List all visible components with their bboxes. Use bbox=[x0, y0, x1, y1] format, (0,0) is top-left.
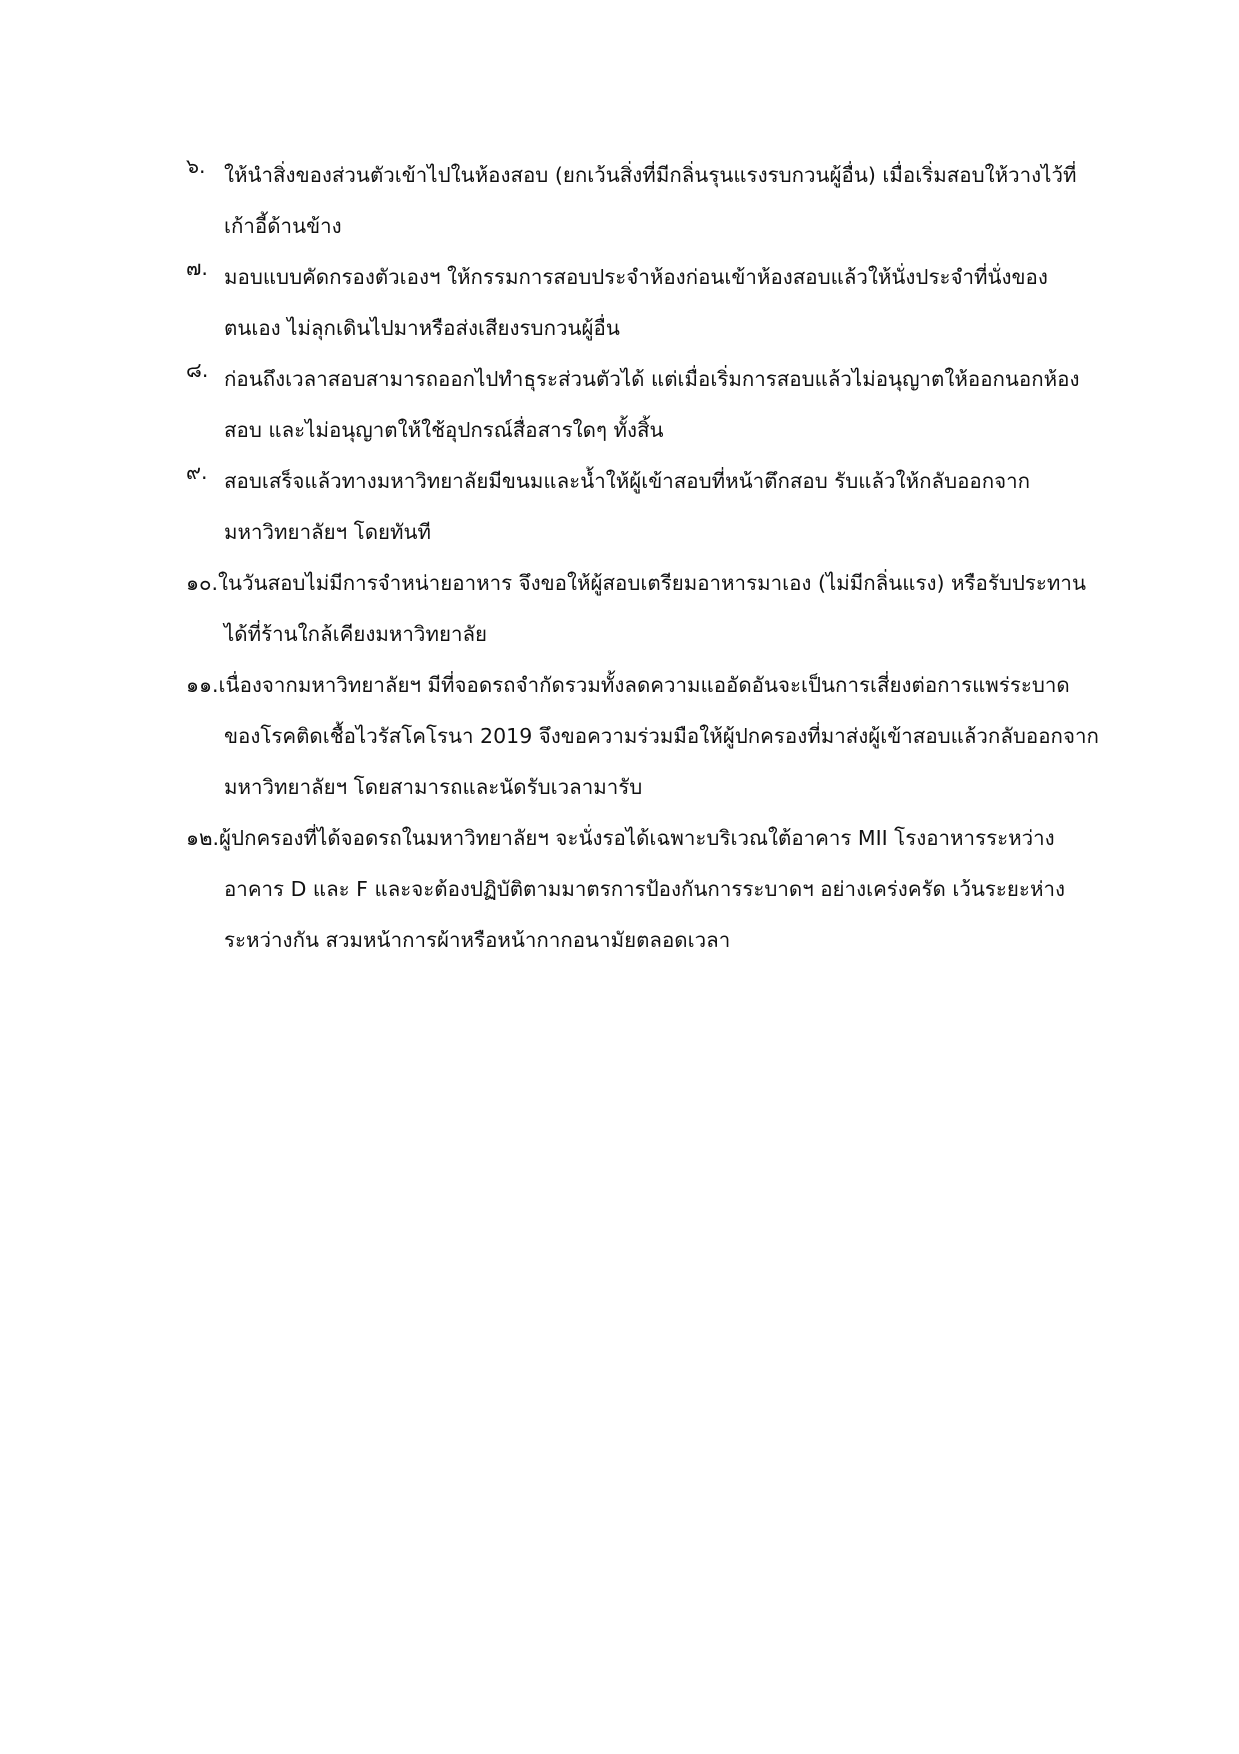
item-number: ๖. bbox=[186, 154, 206, 178]
list-item bbox=[186, 354, 1106, 456]
item-text-line: ก่อนถึงเวลาสอบสามารถออกไปทำธุระส่วนตัวได้ แต่เมื่อเริ่มการสอบแล้วไม่อนุญาตให้ออกนอกห้อง bbox=[224, 367, 1080, 391]
item-text-line: ได้ที่ร้านใกล้เคียงมหาวิทยาลัย bbox=[224, 622, 488, 646]
item-text-line: เก้าอี้ด้านข้าง bbox=[224, 214, 342, 238]
item-text-line: สอบเสร็จแล้วทางมหาวิทยาลัยมีขนมและน้ำให้ผู้เข้าสอบที่หน้าตึกสอบ รับแล้วให้กลับออกจาก bbox=[224, 469, 1031, 493]
item-text-first: ผู้ปกครองที่ได้จอดรถในมหาวิทยาลัยฯ จะนั่งรอได้เฉพาะบริเวณใต้อาคาร MII โรงอาหารระหว่าง bbox=[219, 826, 1055, 850]
item-text-line: ระหว่างกัน สวมหน้าการผ้าหรือหน้ากากอนามัยตลอดเวลา bbox=[224, 928, 731, 952]
item-text-line bbox=[186, 660, 1106, 711]
item-text-first: เนื่องจากมหาวิทยาลัยฯ มีที่จอดรถจำกัดรวมทั้งลดความแออัดอันจะเป็นการเสี่ยงต่อการแพร่ระบาด bbox=[218, 673, 1070, 697]
item-number: ๙. bbox=[186, 460, 208, 484]
list-item bbox=[186, 660, 1106, 813]
item-text-first: ในวันสอบไม่มีการจำหน่ายอาหาร จึงขอให้ผู้สอบเตรียมอาหารมาเอง (ไม่มีกลิ่นแรง) หรือรับประทาน bbox=[218, 571, 1086, 595]
item-text-line bbox=[186, 813, 1106, 864]
list-item bbox=[186, 456, 1106, 558]
regulation-list bbox=[186, 150, 1106, 966]
item-text-line: ตนเอง ไม่ลุกเดินไปมาหรือส่งเสียงรบกวนผู้อื่น bbox=[224, 316, 620, 340]
item-text-line bbox=[186, 558, 1106, 609]
item-text-line: มอบแบบคัดกรองตัวเองฯ ให้กรรมการสอบประจำห้องก่อนเข้าห้องสอบแล้วให้นั่งประจำที่นั่งของ bbox=[224, 265, 1048, 289]
item-text-line: ของโรคติดเชื้อไวรัสโคโรนา 2019 จึงขอความร่วมมือให้ผู้ปกครองที่มาส่งผู้เข้าสอบแล้วกลับออกจาก bbox=[224, 724, 1099, 748]
list-item bbox=[186, 150, 1106, 252]
item-number: ๗. bbox=[186, 256, 208, 280]
item-text-line: มหาวิทยาลัยฯ โดยสามารถและนัดรับเวลามารับ bbox=[224, 775, 643, 799]
item-number: ๑๑. bbox=[186, 673, 219, 697]
list-item bbox=[186, 813, 1106, 966]
item-text-line: ให้นำสิ่งของส่วนตัวเข้าไปในห้องสอบ (ยกเว้นสิ่งที่มีกลิ่นรุนแรงรบกวนผู้อื่น) เมื่อเริ่มสอบให้วางไว้ที่ bbox=[224, 163, 1077, 187]
list-item bbox=[186, 558, 1106, 660]
item-number: ๑๒. bbox=[186, 826, 220, 850]
item-text-line: สอบ และไม่อนุญาตให้ใช้อุปกรณ์สื่อสารใดๆ ทั้งสิ้น bbox=[224, 418, 664, 442]
item-text-line: มหาวิทยาลัยฯ โดยทันที bbox=[224, 520, 432, 544]
item-number: ๑๐. bbox=[186, 571, 219, 595]
item-text-line: อาคาร D และ F และจะต้องปฏิบัติตามมาตรการป้องกันการระบาดฯ อย่างเคร่งครัด เว้นระยะห่าง bbox=[224, 877, 1065, 901]
item-number: ๘. bbox=[186, 358, 209, 382]
list-item bbox=[186, 252, 1106, 354]
